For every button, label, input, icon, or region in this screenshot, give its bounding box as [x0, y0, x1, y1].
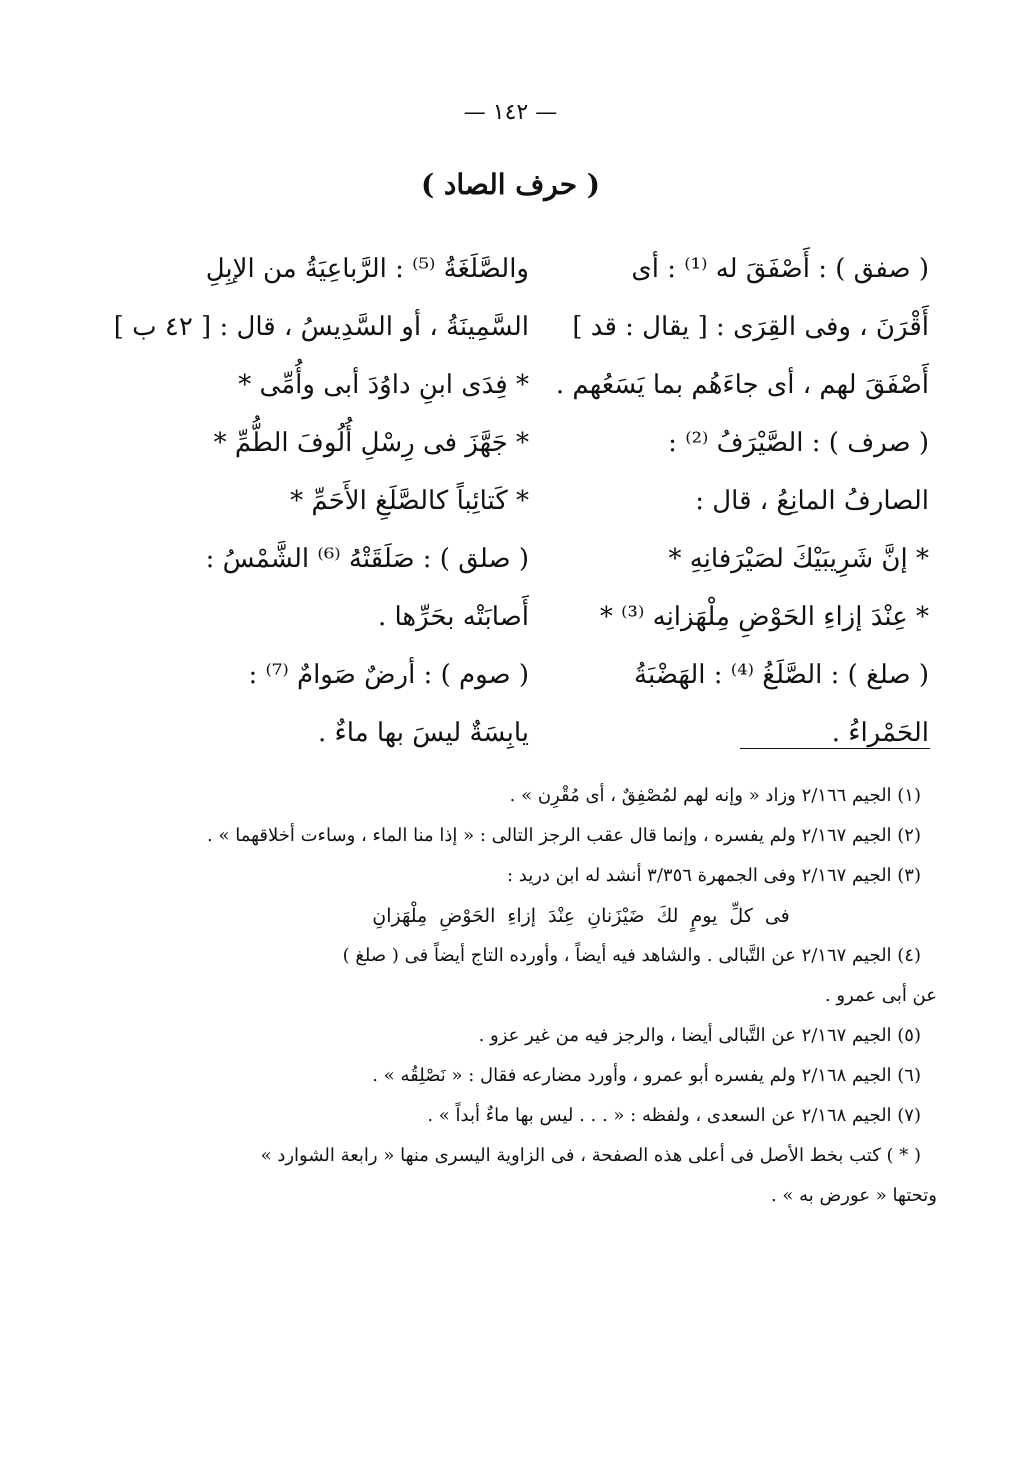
footnote-2: (٢) الجيم ٢/١٦٧ ولم يفسره ، وإنما قال عقب الرجز التالى : « إذا منا الماء ، وساءت أخلاقهما » .	[207, 825, 921, 846]
entry-line: والصَّلَغَةُ ⁽⁵⁾ : الرَّباعِيَةُ من الإبِلِ	[205, 254, 529, 284]
verse-line: * إنَّ شَرِيبَيْكَ لصَيْرَفانِهِ *	[668, 544, 929, 574]
page-number: — ١٤٢ —	[463, 100, 558, 125]
footnote-3-verse: فى كلِّ يومٍ لكَ ضَيْزَنانِ عِنْدَ إزاءِ الحَوْضِ مِلْهَزانِ	[372, 905, 790, 927]
entry-line: أَصْفَقَ لهم ، أى جاءَهُم بما يَسَعُهم .	[555, 370, 929, 400]
footnotes	[181, 776, 937, 1216]
verse-line: * عِنْدَ إزاءِ الحَوْضِ مِلْهَزانِه ⁽³⁾ *	[599, 602, 929, 632]
section-title: ( حرف الصاد )	[420, 168, 601, 201]
footnote-4: (٤) الجيم ٢/١٦٧ عن التَّبالى . والشاهد فيه أيضاً ، وأورده التاج أيضاً فى ( صلغ )	[342, 945, 921, 966]
entry-line: الحَمْراءُ .	[831, 718, 929, 748]
verse-line: * جَهَّزَ فى رِسْلِ أُلُوفَ الطُّمِّ *	[213, 428, 529, 458]
footnote-4-continuation: عن أبى عمرو .	[824, 985, 937, 1006]
entry-line: أَقْرَنَ ، وفى القِرَى : [ يقال : قد ]	[572, 312, 929, 342]
entry-line: ( صرف ) : الصَّيْرَفُ ⁽²⁾ :	[668, 428, 929, 458]
footnote-7: (٧) الجيم ٢/١٦٨ عن السعدى ، ولفظه : « . . . ليس بها ماءٌ أبداً » .	[427, 1105, 921, 1126]
entry-line: ( صوم ) : أرضٌ صَوامٌ ⁽⁷⁾ :	[248, 660, 529, 690]
entry-line: أَصابَتْه بحَرِّها .	[377, 602, 529, 632]
footnote-5: (٥) الجيم ٢/١٦٧ عن التَّبالى أيضا ، والرجز فيه من غير عزو .	[478, 1025, 921, 1046]
verse-line: * كَتائِباً كالصَّلَغِ الأَحَمِّ *	[290, 486, 529, 516]
verse-line: * فِدَى ابنِ داوُدَ أبى وأُمِّى *	[238, 370, 529, 400]
footnote-3: (٣) الجيم ٢/١٦٧ وفى الجمهرة ٣/٣٥٦ أنشد له ابن دريد :	[506, 865, 921, 886]
footnote-star: ( * ) كتب بخط الأصل فى أعلى هذه الصفحة ، فى الزاوية اليسرى منها « رابعة الشوارد »	[260, 1145, 921, 1166]
entry-line: السَّمِينَةُ ، أو السَّدِيسُ ، قال : [ ٤٢ ب ]	[113, 312, 529, 342]
entry-line: ( صلغ ) : الصَّلَغُ ⁽⁴⁾ : الهَضْبَةُ	[634, 660, 929, 690]
footnote-1: (١) الجيم ٢/١٦٦ وزاد « وإنه لهم لمُصْفِقٌ ، أى مُقْرِن » .	[509, 785, 921, 806]
entry-line: ( صفق ) : أَصْفَقَ له ⁽¹⁾ : أى	[631, 254, 929, 284]
left-column	[113, 240, 529, 762]
entry-line: الصارفُ المانِعُ ، قال :	[695, 486, 929, 516]
footnote-6: (٦) الجيم ٢/١٦٨ ولم يفسره أبو عمرو ، وأورد مضارعه فقال : « نَصْلِقُه » .	[372, 1065, 921, 1086]
footnote-star-continuation: وتحتها « عورض به » .	[770, 1185, 937, 1206]
footnote-separator	[740, 748, 930, 749]
entry-line: ( صلق ) : صَلَقَتْهُ ⁽⁶⁾ الشَّمْسُ :	[205, 544, 529, 574]
right-column	[555, 240, 929, 762]
entry-line: يابِسَةٌ ليسَ بها ماءٌ .	[318, 718, 529, 748]
